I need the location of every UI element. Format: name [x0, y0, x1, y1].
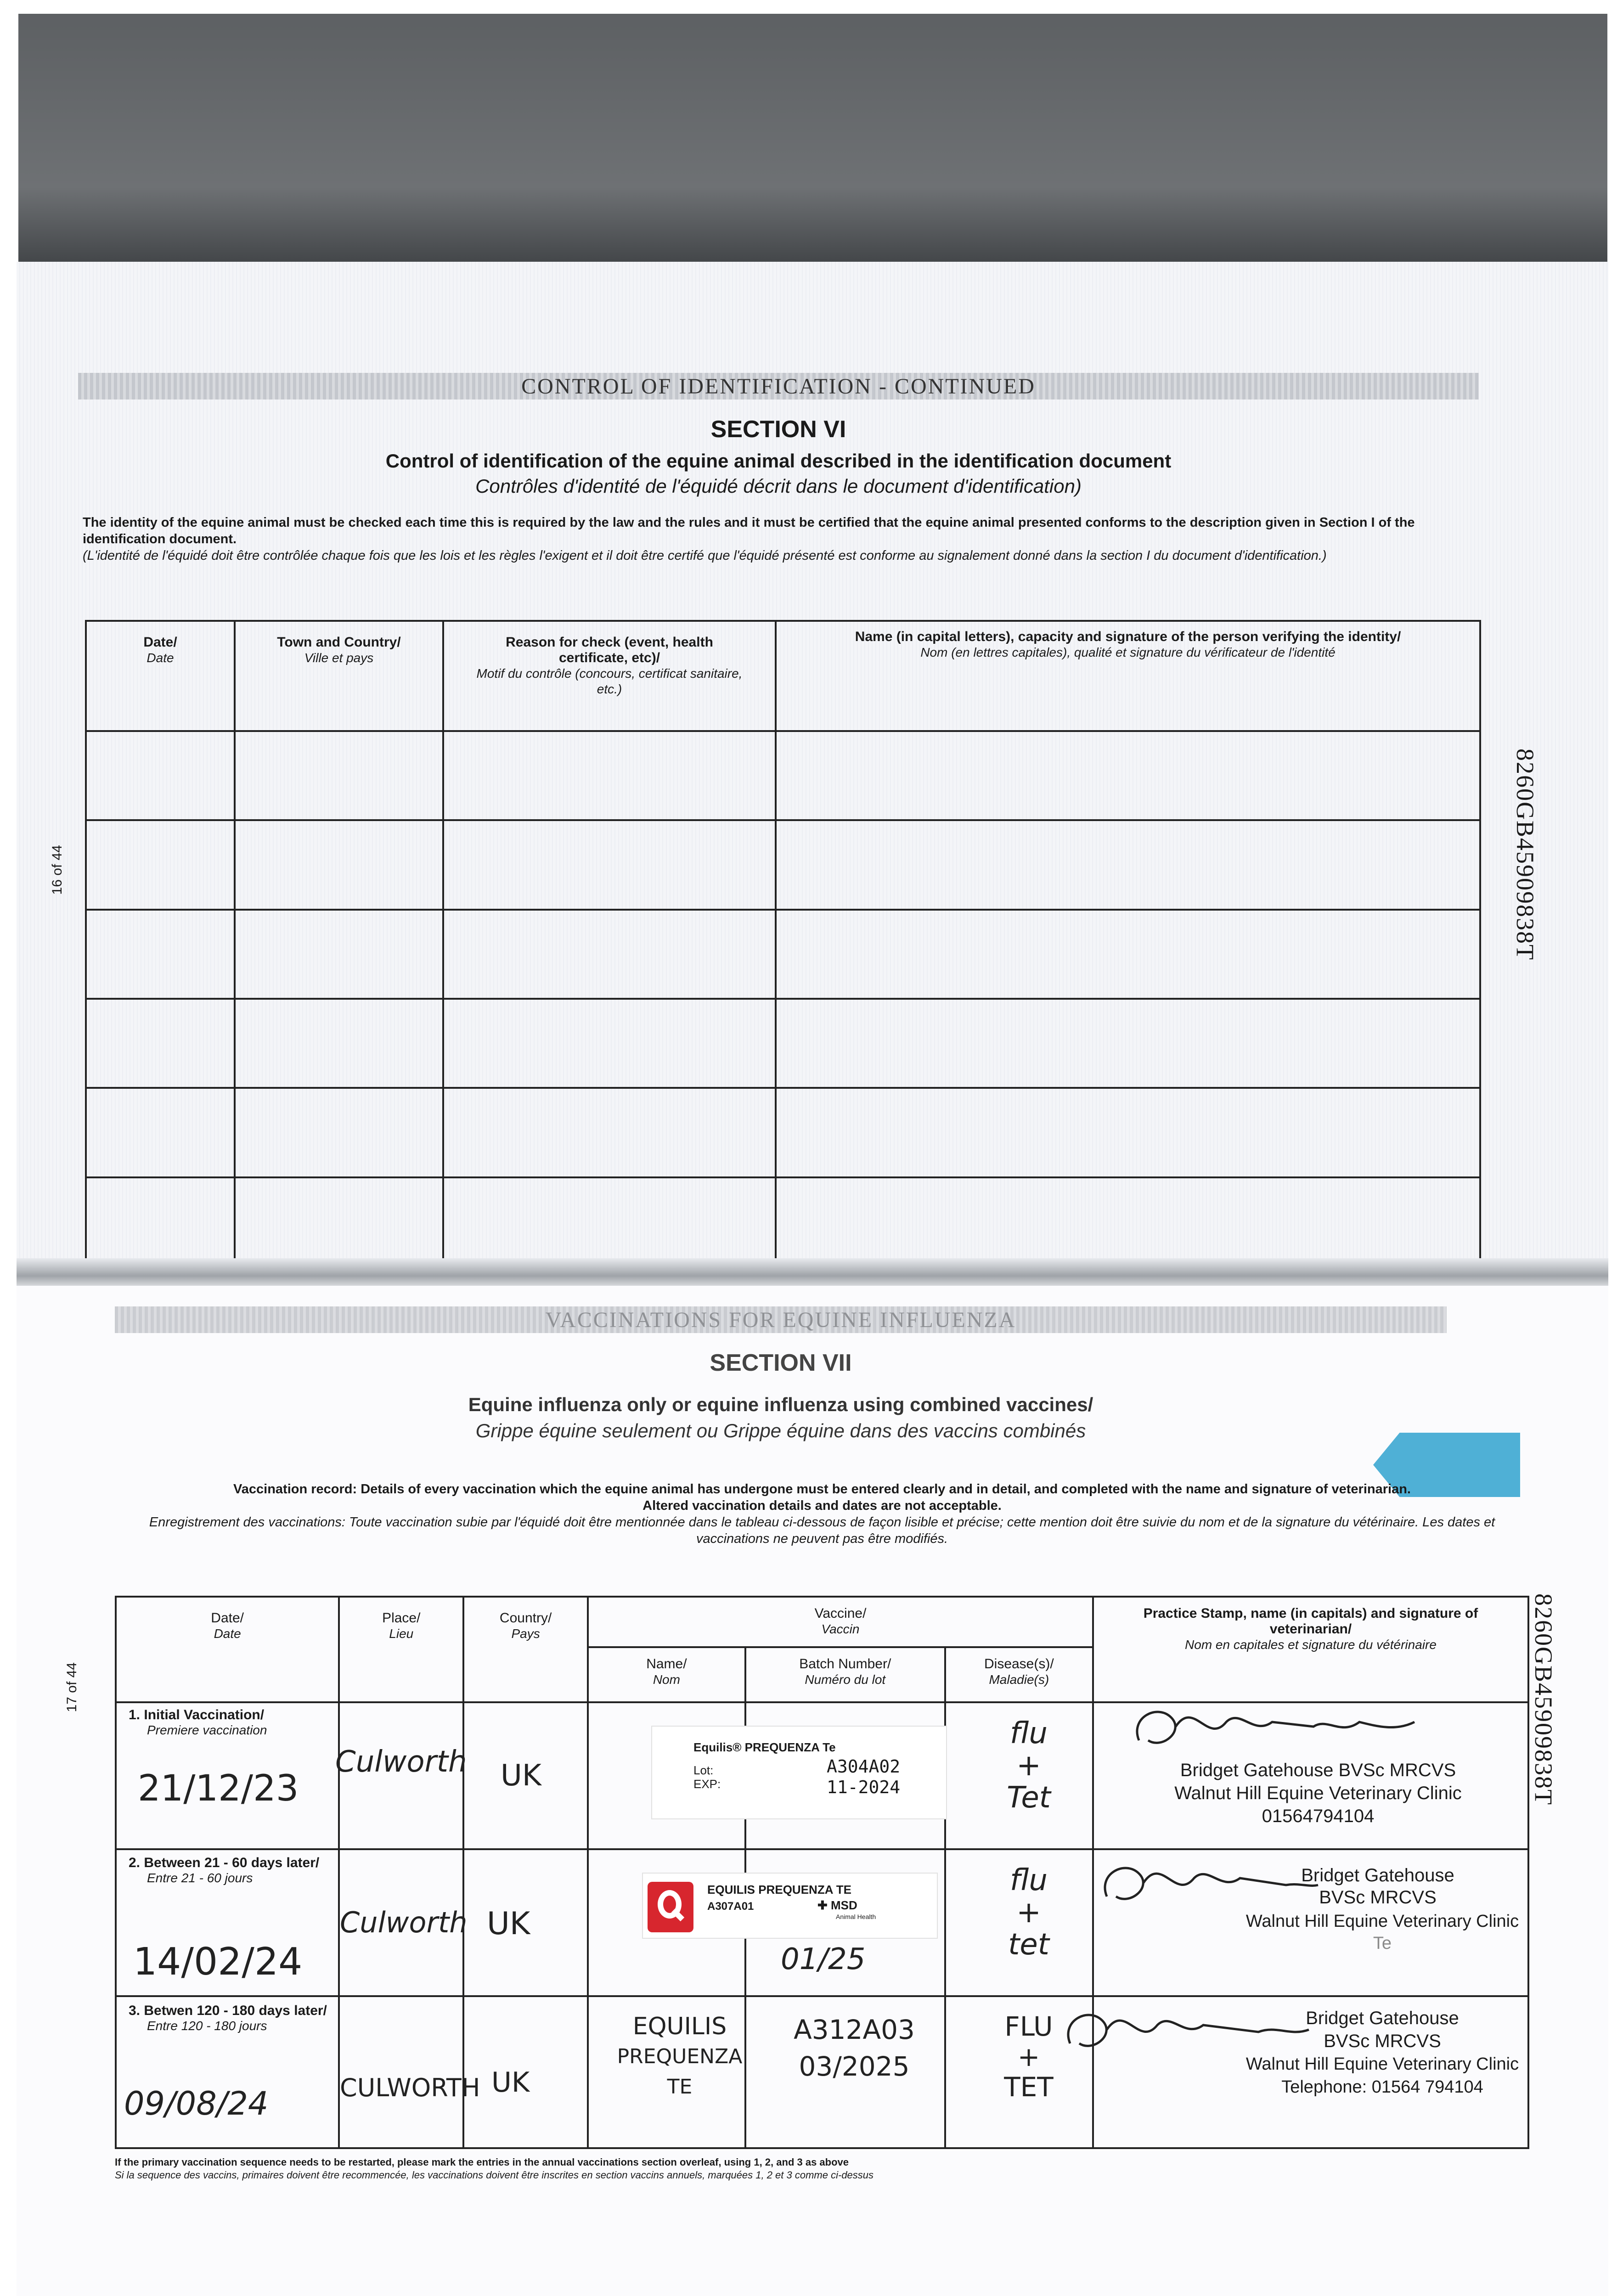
header-stamp: Practice Stamp, name (in capitals) and signature of veterinarian/ Nom en capitales et signature du vétérinaire [1093, 1597, 1528, 1702]
vet-signature-1 [1121, 1690, 1433, 1763]
row-2-country: UK [487, 1906, 530, 1942]
row-2-expiry: 01/25 [781, 1942, 866, 1976]
passport-id-2: 8260GB45909838T [1530, 1593, 1557, 1806]
row-2-disease: flu + tet [1008, 1863, 1049, 1962]
page-title-fr-2: Grippe équine seulement ou Grippe équine dans des vaccins combinés [475, 1420, 1086, 1441]
row-3-vaccine-name: EQUILIS PREQUENZA TE [617, 2013, 743, 2099]
banner-text-2: VACCINATIONS FOR EQUINE INFLUENZA [545, 1307, 1016, 1332]
row-3-date: 09/08/24 [124, 2085, 269, 2122]
note-en-1: Vaccination record: Details of every vaccination which the equine animal has undergone must be entered clearly and in detail, and completed with the name and signature of veterinarian. [233, 1482, 1411, 1497]
header-vaccine: Vaccine/ Vaccin [588, 1597, 1093, 1647]
q-logo-icon [648, 1882, 693, 1932]
header-date: Date/ Date [86, 621, 235, 731]
scanner-background [18, 14, 1607, 262]
section-title-2: SECTION VII [710, 1350, 852, 1376]
header-name: Name/ Nom [588, 1647, 745, 1702]
row-3-country: UK [491, 2066, 530, 2099]
table-row [86, 1088, 1480, 1177]
footer-note: If the primary vaccination sequence needs to be restarted, please mark the entries in the annual vaccinations section overleaf, using 1, 2, and 3 as above Si la sequence des vaccins, primaires doivent être recommencée, les vaccinations doivent être inscrites en section vaccins annuels, marquées 1, 2 et 3 comme ci-dessus [115, 2156, 874, 2181]
header-date: Date/ Date [116, 1597, 339, 1702]
row-3-batch: A312A03 03/2025 [794, 2014, 915, 2082]
row-2-place: Culworth [340, 1906, 468, 1939]
instruction-note [83, 514, 1470, 564]
banner-text: CONTROL OF IDENTIFICATION - CONTINUED [521, 374, 1036, 399]
section-title: SECTION VI [710, 416, 846, 443]
practice-stamp-1: Bridget Gatehouse BVSc MRCVS Walnut Hill Equine Veterinary Clinic 01564794104 [1174, 1760, 1462, 1826]
header-reason: Reason for check (event, health certificate, etc)/ Motif du contrôle (concours, certificat sanitaire, etc.) [443, 621, 776, 731]
note-en: The identity of the equine animal must be checked each time this is required by the law and the rules and it must be certified that the equine animal presented conforms to the description given in Section I of the identification document. [83, 515, 1415, 546]
page-number-2: 17 of 44 [64, 1662, 79, 1712]
table-row [86, 731, 1480, 820]
row-3-place: CULWORTH [340, 2073, 480, 2102]
row-3-disease: FLU + TET [1004, 2011, 1054, 2103]
msd-logo-icon: ✚ [817, 1898, 831, 1912]
row-1-date: 21/12/23 [138, 1768, 299, 1809]
identification-table [85, 620, 1481, 1267]
table-row [86, 910, 1480, 999]
vaccine-sticker-1: Equilis® PREQUENZA Te Lot: EXP: A304A02 11-2024 [652, 1727, 946, 1818]
table-header-row [86, 621, 1480, 731]
practice-stamp-2: Bridget Gatehouse BVSc MRCVS [1301, 1865, 1454, 1908]
header-town-country: Town and Country/ Ville et pays [235, 621, 443, 731]
practice-stamp-2b: Walnut Hill Equine Veterinary Clinic Te [1245, 1912, 1519, 1953]
note-en-2: Altered vaccination details and dates are not acceptable. [642, 1498, 1002, 1513]
header-place: Place/ Lieu [339, 1597, 463, 1702]
row-label-2: 2. Between 21 - 60 days later/ Entre 21 - 60 jours [129, 1855, 320, 1885]
note-fr-2: Enregistrement des vaccinations: Toute vaccination subie par l'équidé doit être mentionnée dans le tableau ci-dessous de façon lisible et précise; cette mention doit être suivie du nom et de la signature du vétérinaire. Les dates et vaccinations ne peuvent pas être modifiés. [149, 1515, 1495, 1546]
note-fr: (L'identité de l'équidé doit être contrôlée chaque fois que les lois et les règles l'exigent et il doit être certifé que l'équidé présenté est conforme au signalement donné dans la section I du document d'identification.) [83, 548, 1327, 563]
header-disease: Disease(s)/ Maladie(s) [945, 1647, 1093, 1702]
header-country: Country/ Pays [463, 1597, 588, 1702]
page-title-en: Control of identification of the equine animal described in the identification document [385, 450, 1172, 472]
page-title-fr: Contrôles d'identité de l'équidé décrit dans le document d'identification) [475, 475, 1082, 497]
section-banner [78, 373, 1479, 400]
vaccination-note [124, 1481, 1520, 1547]
row-label-3: 3. Betwen 120 - 180 days later/ Entre 120 - 180 jours [129, 2003, 327, 2033]
practice-stamp-3: Bridget Gatehouse BVSc MRCVS Walnut Hill Equine Veterinary Clinic Telephone: 01564 794104 [1245, 2008, 1519, 2097]
passport-id: 8260GB45909838T [1511, 748, 1539, 961]
row-1-disease: flu + Tet [1007, 1716, 1051, 1815]
row-label-1: 1. Initial Vaccination/ Premiere vaccination [129, 1707, 267, 1737]
table-row [86, 820, 1480, 909]
row-2-date: 14/02/24 [133, 1940, 303, 1984]
table-row [86, 999, 1480, 1088]
page-number: 16 of 44 [50, 845, 65, 895]
row-1-country: UK [501, 1759, 541, 1793]
row-1-place: Culworth [335, 1745, 467, 1779]
header-verifier: Name (in capital letters), capacity and signature of the person verifying the identity/ Nom (en lettres capitales), qualité et signature du vérificateur de l'identité [776, 621, 1480, 731]
table-row [86, 1177, 1480, 1266]
vaccine-sticker-2: EQUILIS PREQUENZA TE A307A01 ✚ MSD Animal Health [643, 1874, 937, 1938]
section-banner-2 [115, 1306, 1447, 1333]
page-title-en-2: Equine influenza only or equine influenza using combined vaccines/ [468, 1394, 1093, 1415]
header-batch: Batch Number/ Numéro du lot [745, 1647, 945, 1702]
vacc-header-row-1 [116, 1597, 1528, 1647]
